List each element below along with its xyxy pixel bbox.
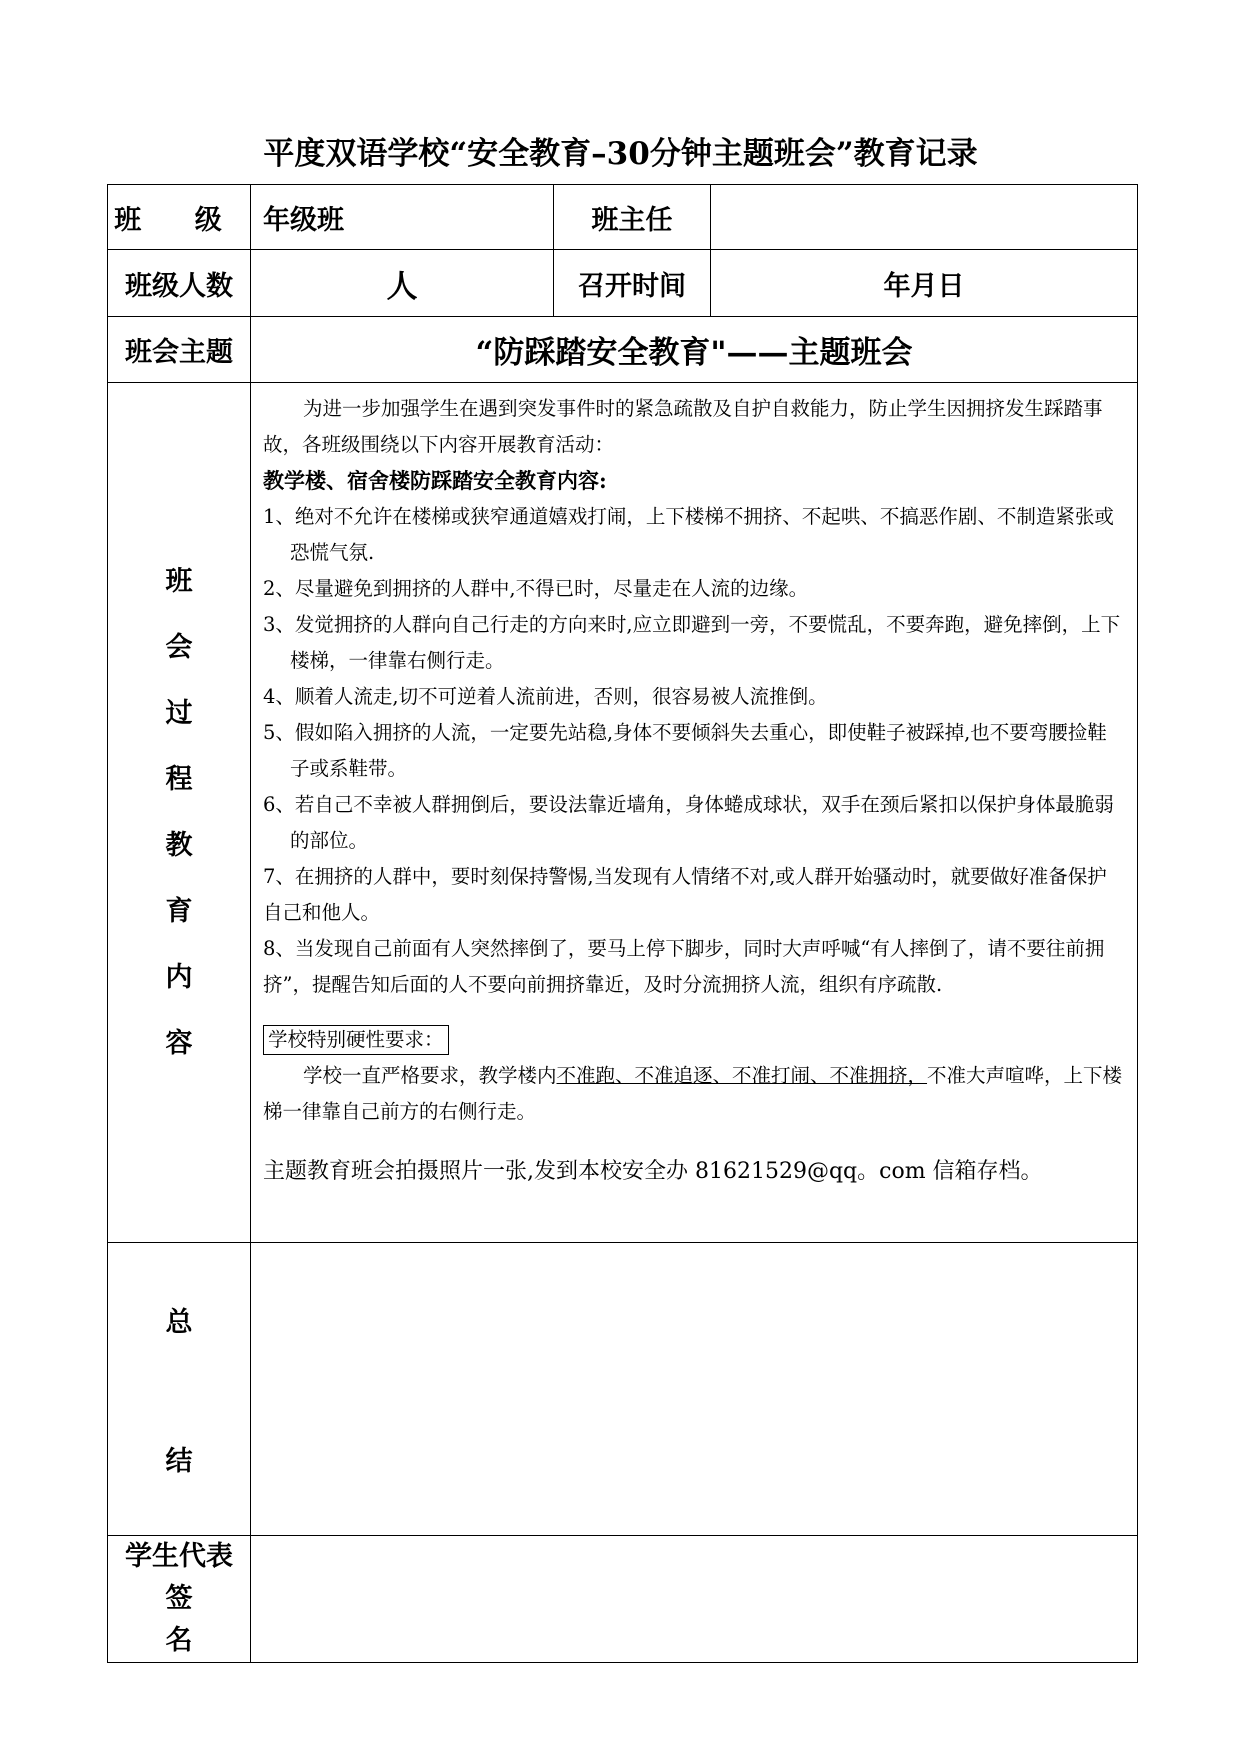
process-label-char: 容 [165,1027,193,1059]
requirement-post: 不准大声喧哗，上下楼梯一律靠自己前方的右侧行走。 [263,1064,1123,1123]
list-item: 6、若自己不幸被人群拥倒后，要设法靠近墙角，身体蜷成球状，双手在颈后紧扣以保护身体最脆弱的部位。 [263,793,1114,852]
list-item: 3、发觉拥挤的人群向自己行走的方向来时,应立即避到一旁，不要慌乱，不要奔跑，避免摔倒，上下楼梯，一律靠右侧行走。 [263,613,1121,672]
process-intro: 为进一步加强学生在遇到突发事件时的紧急疏散及自护自救能力，防止学生因拥挤发生踩踏事故，各班级围绕以下内容开展教育活动： [263,397,1103,456]
list-item: 5、假如陷入拥挤的人流，一定要先站稳,身体不要倾斜失去重心，即使鞋子被踩掉,也不要弯腰捡鞋子或系鞋带。 [263,721,1107,780]
list-item: 1、绝对不允许在楼梯或狭窄通道嬉戏打闹，上下楼梯不拥挤、不起哄、不搞恶作剧、不制造紧张或恐慌气氛. [263,505,1114,564]
requirement-title: 学校特别硬性要求： [263,1025,449,1055]
process-content [251,383,1138,1243]
row-theme [108,317,1138,383]
requirement-text [263,1058,1125,1130]
row-signature [108,1536,1138,1663]
process-label [108,564,250,1062]
teacher-label: 班主任 [554,185,711,250]
email-instruction: 主题教育班会拍摄照片一张,发到本校安全办 81621529@qq。com 信箱存档。 [263,1159,1043,1184]
signature-value[interactable] [251,1536,1138,1663]
process-label-char: 过 [165,697,193,729]
requirement-pre: 学校一直严格要求，教学楼内 [303,1064,557,1087]
theme-value[interactable]: “防踩踏安全教育"——主题班会 [251,317,1138,383]
summary-label-char: 结 [165,1446,193,1477]
summary-label-cell [108,1243,251,1536]
count-label: 班级人数 [108,250,251,317]
row-count-time [108,250,1138,317]
signature-label [108,1536,251,1663]
process-label-cell [108,383,251,1243]
page-title: 平度双语学校“安全教育–30分钟主题班会”教育记录 [263,136,978,172]
process-label-char: 教 [165,829,193,861]
list-item: 4、顺着人流走,切不可逆着人流前进，否则，很容易被人流推倒。 [263,685,828,708]
record-table [107,184,1138,1663]
teacher-value[interactable] [711,185,1138,250]
theme-label: 班会主题 [108,317,251,383]
class-label: 班 级 [108,185,251,250]
signature-label-line2: 签 名 [165,1583,215,1656]
process-subhead: 教学楼、宿舍楼防踩踏安全教育内容: [263,468,607,493]
process-label-char: 育 [165,895,193,927]
process-label-char: 会 [165,631,193,663]
list-item: 7、在拥挤的人群中，要时刻保持警惕,当发现有人情绪不对,或人群开始骚动时，就要做好准备保护自己和他人。 [263,865,1107,924]
summary-label-char: 总 [165,1307,193,1338]
requirement-underlined: 不准跑、不准追逐、不准打闹、不准拥挤， [556,1064,928,1087]
row-class [108,185,1138,250]
list-item: 2、尽量避免到拥挤的人群中,不得已时，尽量走在人流的边缘。 [263,577,809,600]
time-value[interactable]: 年月日 [711,250,1138,317]
time-label: 召开时间 [554,250,711,317]
list-item: 8、当发现自己前面有人突然摔倒了，要马上停下脚步，同时大声呼喊“有人摔倒了，请不要往前拥挤”，提醒告知后面的人不要向前拥挤靠近，及时分流拥挤人流，组织有序疏散. [263,937,1105,996]
process-label-char: 内 [165,961,193,993]
class-value[interactable]: 年级班 [251,185,554,250]
process-label-char: 班 [165,565,193,597]
process-label-char: 程 [165,763,193,795]
summary-label [108,1300,250,1478]
count-value[interactable]: 人 [251,250,554,317]
row-process [108,383,1138,1243]
signature-label-line1: 学生代表 [125,1541,233,1572]
row-summary [108,1243,1138,1536]
summary-value[interactable] [251,1243,1138,1536]
